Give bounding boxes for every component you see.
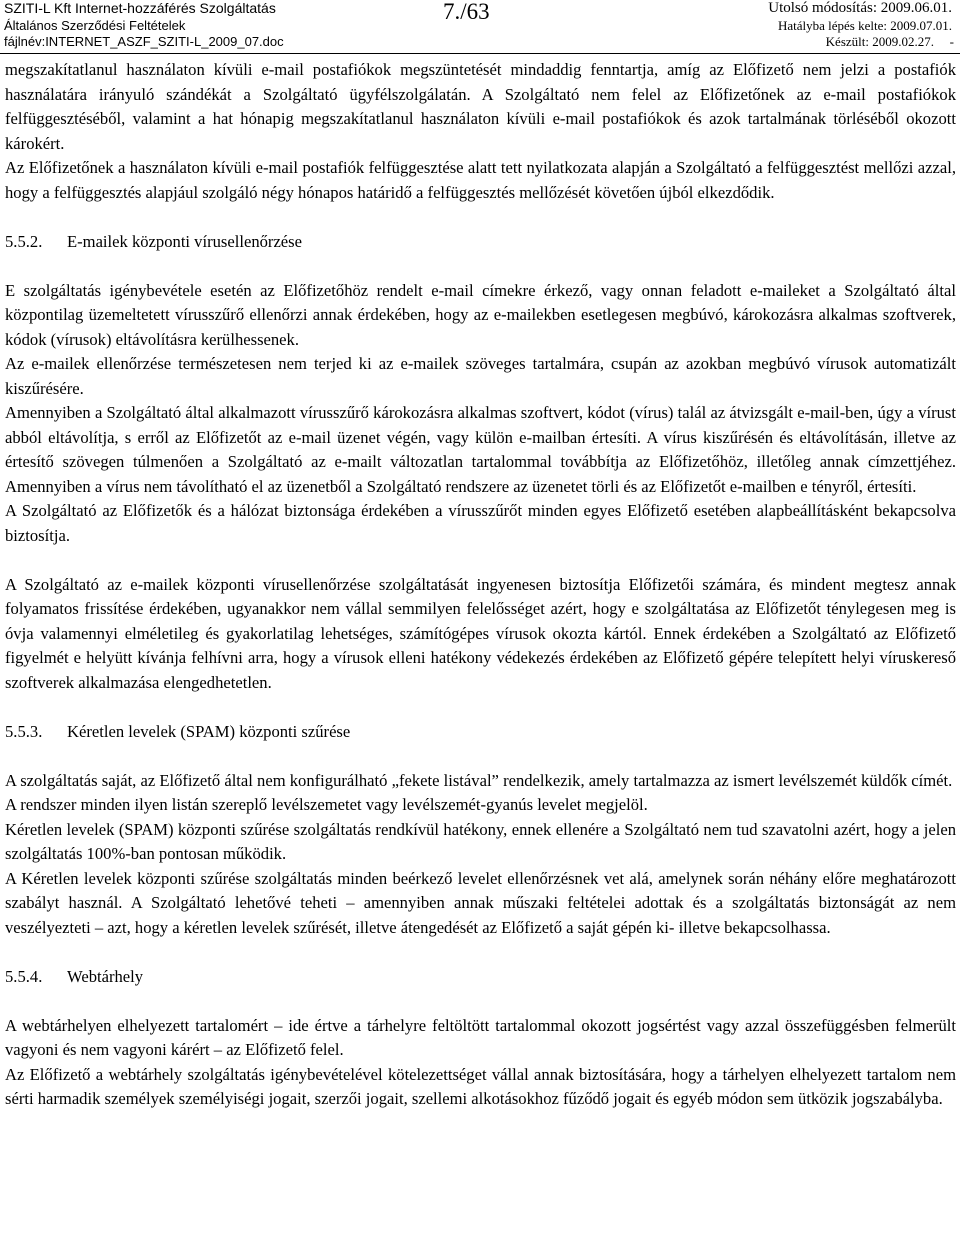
header-page-number: 7./63 xyxy=(443,0,490,24)
paragraph: A szolgáltatás saját, az Előfizető által nem konfigurálható „fekete listával” rendelkezik, amely tartalmazza az ismert levélszemét küldők címét. xyxy=(5,770,953,790)
paragraph: A webtárhelyen elhelyezett tartalomért – ide értve a tárhelyre feltöltött tartalommal okozott jogsértést vagy azzal összefüggésben felmerült vagyoni és nem vagyoni kárért – az Előfizető felel. xyxy=(5,1015,956,1059)
header-last-modified: Utolsó módosítás: 2009.06.01. xyxy=(768,0,952,16)
section-title: Webtárhely xyxy=(67,966,144,986)
section-heading-5-5-4 xyxy=(5,965,956,990)
document-body xyxy=(5,58,956,1112)
section-number: 5.5.4. xyxy=(5,966,43,986)
paragraph: Az Előfizető a webtárhely szolgáltatás igénybevételével kötelezettséget vállal annak biztosítására, hogy a tárhelyen elhelyezett tartalom nem sérti harmadik személyek személyiségi jogait, szerzői jogait, szellemi alkotásokhoz fűződő jogait és egyéb módon sem ütközik jogszabályba. xyxy=(5,1064,956,1108)
section-title: E-mailek központi vírusellenőrzése xyxy=(67,231,302,251)
section-title: Kéretlen levelek (SPAM) központi szűrése xyxy=(67,721,351,741)
page-header xyxy=(0,0,960,54)
header-created-date: Készült: 2009.02.27. xyxy=(825,34,934,49)
section-number: 5.5.3. xyxy=(5,721,43,741)
paragraph: A Szolgáltató az Előfizetők és a hálózat biztonsága érdekében a vírusszűrőt minden egyes Előfizető esetében alapbeállításként bekapcsolva biztosítja. xyxy=(5,501,956,545)
header-dash: - xyxy=(949,34,954,49)
paragraph: Az e-mailek ellenőrzése természetesen nem terjed ki az e-mailek szöveges tartalmára, csupán az azokban megbúvó vírusok automatizált kiszűrésére. xyxy=(5,354,956,398)
paragraph: A rendszer minden ilyen listán szereplő levélszemetet vagy levélszemét-gyanús levelet megjelöl. xyxy=(5,795,648,814)
paragraph: Az Előfizetőnek a használaton kívüli e-mail postafiók felfüggesztése alatt tett nyilatkozata alapján a Szolgáltató a felfüggesztést mellőzi azzal, hogy a felfüggesztés alapjául szolgáló négy hónapos határidő a felfüggesztés mellőzését követően újból elkezdődik. xyxy=(5,158,956,202)
section-heading-5-5-2 xyxy=(5,230,956,255)
header-filename: fájlnév:INTERNET_ASZF_SZITI-L_2009_07.doc xyxy=(4,34,284,49)
header-rule xyxy=(0,53,960,54)
paragraph: E szolgáltatás igénybevétele esetén az Előfizetőhöz rendelt e-mail címekre érkező, vagy onnan feladott e-maileket a Szolgáltató által központilag üzemeltetett vírusszűrő ellenőrzi annak érdekében, hogy az e-mailekben esetlegesen megbúvó, károkozásra alkalmas szoftverek, kódok (vírusok) eltávolításra kerülhessenek. xyxy=(5,280,956,349)
header-company: SZITI-L Kft Internet-hozzáférés Szolgáltatás xyxy=(4,0,276,16)
paragraph: A Kéretlen levelek központi szűrése szolgáltatás minden beérkező levelet ellenőrzésnek vet alá, amelynek során néhány előre meghatározott szabályt használ. A Szolgáltató lehetővé teheti – amennyiben annak műszaki feltételei adottak és a szolgáltatás biztonságát az nem veszélyezteti – azt, hogy a kéretlen levelek szűrését, illetve átengedését az Előfizető a saját gépén ki- illetve bekapcsolhassa. xyxy=(5,868,956,937)
paragraph: Amennyiben a Szolgáltató által alkalmazott vírusszűrő károkozásra alkalmas szoftvert, kódot (vírus) talál az átvizsgált e-mail-ben, úgy a vírust abból eltávolítja, s erről az Előfizetőt az e-mail üzenet végén, vagy külön e-mailban értesíti. A vírus kiszűrésén és eltávolításán, illetve az értesítő szövegen túlmenően a Szolgáltató az e-mailt változatlan tartalommal továbbítja az Előfizetőhöz, illetőleg annak címzettjéhez. Amennyiben a vírus nem távolítható el az üzenetből a Szolgáltató rendszere az üzenetet törli és az Előfizetőt e-mailben e tényről, értesíti. xyxy=(5,403,956,496)
paragraph: Kéretlen levelek (SPAM) központi szűrése szolgáltatás rendkívül hatékony, ennek ellenére a Szolgáltató nem tud szavatolni azért, hogy a jelen szolgáltatás 100%-ban pontosan működik. xyxy=(5,819,956,863)
paragraph: A Szolgáltató az e-mailek központi vírusellenőrzése szolgáltatását ingyenesen biztosítja Előfizetői számára, és mindent megtesz annak folyamatos frissítése érdekében, ugyanakkor nem vállal semmilyen felelősséget azért, hogy e szolgáltatása az Előfizetőt ténylegesen meg is óvja valamennyi elméletileg és gyakorlatilag lehetséges, számítógépes vírusok okozta kártól. Ennek érdekében a Szolgáltató az Előfizető figyelmét e helyütt kívánja felhívni arra, hogy a vírusok elleni hatékony védekezés érdekében az Előfizető gépére telepített helyi víruskereső szoftverek alkalmazása elengedhetetlen. xyxy=(5,574,956,692)
header-doc-title: Általános Szerződési Feltételek xyxy=(4,18,186,33)
section-number: 5.5.2. xyxy=(5,231,43,251)
section-heading-5-5-3 xyxy=(5,720,956,745)
header-effective-date: Hatályba lépés kelte: 2009.07.01. xyxy=(777,18,952,33)
paragraph: megszakítatlanul használaton kívüli e-mail postafiókok megszüntetését mindaddig fenntartja, amíg az Előfizető nem jelzi a postafiók használatára irányuló szándékát a Szolgáltató ügyfélszolgálatán. A Szolgáltató nem felel az Előfizetőnek az e-mail postafiókok felfüggesztéséből, valamint a hat hónapig megszakítatlanul használaton kívüli e-mail postafiókok és azok tartalmának törléséből okozott károkért. xyxy=(5,60,956,153)
